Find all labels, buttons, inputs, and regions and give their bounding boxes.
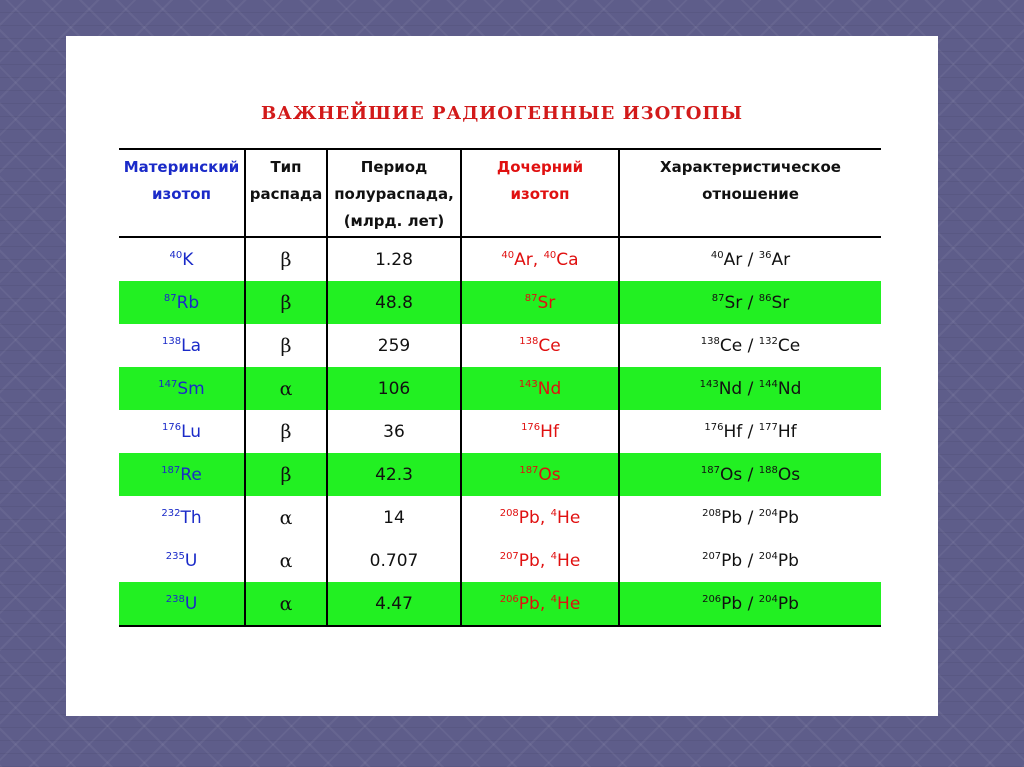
element-symbol: Pb [518,550,540,571]
ratio-cell: $^{176}$Hf / $^{177}$Hf [619,410,881,453]
mass-number: 86 [758,292,772,304]
half-life-value: 0.707 [369,550,419,571]
decay-cell [245,410,327,453]
ratio-numerator [702,508,742,528]
mass-number: 143 [699,378,719,390]
ratio-cell: $^{40}$Ar / $^{36}$Ar [619,237,881,281]
ratio-cell: $^{143}$Nd / $^{144}$Nd [619,367,881,410]
ratio-denominator [759,336,800,356]
daughter-cell [461,324,619,367]
daughter-isotope [519,465,560,485]
element-symbol: Ar [514,249,533,270]
element-symbol: Ce [719,335,743,356]
element-symbol: Lu [181,421,202,442]
ratio-denominator [759,379,802,399]
slide-title: ВАЖНЕЙШИЕ РАДИОГЕННЫЕ ИЗОТОПЫ [260,103,744,124]
daughter-cell [461,453,619,496]
parent-isotope [161,508,201,528]
header-characteristic-ratio [619,149,881,237]
mass-number: 187 [700,464,720,476]
half-life-value: 48.8 [375,292,413,313]
decay-type: α [279,549,293,572]
ratio-denominator [759,250,790,270]
parent-cell [119,324,245,367]
half-life-value: 14 [383,507,405,528]
mass-number: 204 [758,550,778,562]
element-symbol: Hf [723,421,743,442]
mass-number: 138 [700,335,720,347]
daughter-cell: $^{40}$Ar, $^{40}$Ca [461,237,619,281]
element-symbol: Th [180,507,202,528]
parent-isotope [162,336,201,356]
halflife-cell [327,281,461,324]
mass-number: 132 [758,335,778,347]
decay-type: α [279,592,293,615]
header-halflife-line-1: Период [360,158,428,176]
ratio-denominator [759,465,800,485]
decay-cell [245,496,327,539]
mass-number: 176 [521,421,541,433]
mass-number: 147 [158,378,178,390]
mass-number: 40 [169,249,183,261]
parent-cell [119,410,245,453]
parent-isotope [164,293,199,313]
element-symbol: He [557,593,581,614]
daughter-isotope [500,551,540,571]
mass-number: 138 [162,335,182,347]
ratio-numerator [702,551,742,571]
header-ratio-line-2: отношение [702,185,799,203]
parent-cell [119,496,245,539]
decay-type: α [279,377,293,400]
element-symbol: Re [180,464,202,485]
table-row [119,453,881,496]
mass-number: 208 [702,507,722,519]
decay-type: β [280,420,292,443]
header-decay-line-2: распада [249,185,323,203]
ratio-numerator [701,336,742,356]
header-parent-isotope [119,149,245,237]
half-life-value: 259 [377,335,411,356]
header-decay-type [245,149,327,237]
ratio-numerator [711,250,742,270]
mass-number: 176 [704,421,724,433]
element-symbol: Os [538,464,561,485]
table-row [119,410,881,453]
decay-type: β [280,291,292,314]
element-symbol: Ar [771,249,791,270]
header-daughter-isotope [461,149,619,237]
table-row [119,582,881,626]
half-life-value: 1.28 [375,249,413,270]
halflife-cell [327,453,461,496]
header-halflife-line-2: полураспада, [334,185,454,203]
parent-cell [119,539,245,582]
element-symbol: Pb [777,550,799,571]
ratio-cell: $^{87}$Sr / $^{86}$Sr [619,281,881,324]
element-symbol: He [557,507,581,528]
daughter-cell [461,281,619,324]
element-symbol: Sr [724,292,743,313]
daughter-isotope [551,508,581,528]
daughter-cell: $^{206}$Pb, $^4$He [461,582,619,626]
header-parent-line-2: изотоп [152,185,211,203]
mass-number: 4 [550,550,558,562]
mass-number: 232 [161,507,181,519]
daughter-isotope [501,250,532,270]
mass-number: 207 [499,550,519,562]
halflife-cell [327,324,461,367]
header-decay-line-1: Тип [270,158,302,176]
element-symbol: Pb [721,507,743,528]
decay-cell [245,281,327,324]
element-symbol: Rb [176,292,200,313]
element-symbol: Ar [723,249,743,270]
mass-number: 143 [518,378,538,390]
parent-isotope [162,422,201,442]
ratio-cell: $^{187}$Os / $^{188}$Os [619,453,881,496]
element-symbol: Sr [537,292,556,313]
decay-cell [245,582,327,626]
header-row [119,149,881,237]
ratio-cell: $^{208}$Pb / $^{204}$Pb [619,496,881,539]
ratio-cell: $^{206}$Pb / $^{204}$Pb [619,582,881,626]
table-row [119,237,881,281]
header-half-life [327,149,461,237]
mass-number: 40 [543,249,557,261]
table-row [119,539,881,582]
parent-isotope [166,551,198,571]
header-ratio-line-1: Характеристическое [660,158,841,176]
mass-number: 204 [758,593,778,605]
mass-number: 188 [758,464,778,476]
mass-number: 138 [519,335,539,347]
element-symbol: Hf [540,421,559,442]
decay-cell [245,453,327,496]
mass-number: 87 [163,292,177,304]
mass-number: 4 [550,593,558,605]
decay-cell [245,324,327,367]
element-symbol: Pb [777,593,799,614]
parent-isotope [170,250,194,270]
halflife-cell [327,496,461,539]
element-symbol: Pb [721,593,743,614]
halflife-cell [327,367,461,410]
daughter-isotope [519,336,560,356]
element-symbol: Pb [518,593,540,614]
decay-cell [245,539,327,582]
header-halflife-line-3: (млрд. лет) [343,212,445,230]
daughter-isotope [525,293,556,313]
element-symbol: U [184,550,198,571]
table-row [119,496,881,539]
ratio-numerator [704,422,742,442]
half-life-value: 36 [383,421,405,442]
element-symbol: Nd [718,378,743,399]
daughter-cell: $^{207}$Pb, $^4$He [461,539,619,582]
element-symbol: Nd [777,378,802,399]
daughter-isotope [519,379,562,399]
isotope-table [119,148,881,627]
daughter-cell: $^{208}$Pb, $^4$He [461,496,619,539]
daughter-isotope [500,508,540,528]
element-symbol: U [184,593,198,614]
table-row [119,367,881,410]
decay-type: β [280,463,292,486]
ratio-denominator [759,422,797,442]
mass-number: 207 [702,550,722,562]
mass-number: 204 [758,507,778,519]
halflife-cell [327,237,461,281]
halflife-cell [327,410,461,453]
header-daughter-line-1: Дочерний [496,158,584,176]
element-symbol: K [182,249,194,270]
element-symbol: Hf [777,421,797,442]
half-life-value: 42.3 [375,464,413,485]
mass-number: 187 [161,464,181,476]
element-symbol: Pb [721,550,743,571]
mass-number: 208 [499,507,519,519]
element-symbol: La [181,335,201,356]
half-life-value: 4.47 [375,593,413,614]
header-daughter-line-2: изотоп [510,185,570,203]
decay-type: β [280,334,292,357]
mass-number: 177 [758,421,778,433]
mass-number: 4 [550,507,558,519]
daughter-isotope [521,422,559,442]
ratio-numerator [712,293,743,313]
element-symbol: Ce [538,335,561,356]
parent-isotope [158,379,204,399]
mass-number: 187 [519,464,539,476]
element-symbol: He [557,550,581,571]
halflife-cell [327,582,461,626]
mass-number: 40 [710,249,724,261]
element-symbol: Ce [777,335,801,356]
element-symbol: Sr [771,292,790,313]
daughter-isotope [500,594,540,614]
ratio-numerator [702,594,742,614]
mass-number: 176 [161,421,182,433]
element-symbol: Sm [177,378,205,399]
parent-cell [119,281,245,324]
ratio-cell: $^{138}$Ce / $^{132}$Ce [619,324,881,367]
element-symbol: Ca [556,249,579,270]
ratio-numerator [700,379,743,399]
daughter-isotope [544,250,579,270]
mass-number: 40 [501,249,515,261]
parent-cell [119,367,245,410]
table-row [119,281,881,324]
decay-type: α [279,506,293,529]
ratio-denominator [759,293,790,313]
decay-type: β [280,248,292,271]
element-symbol: Pb [777,507,799,528]
ratio-numerator [701,465,742,485]
mass-number: 144 [758,378,778,390]
element-symbol: Os [777,464,801,485]
decay-cell [245,367,327,410]
mass-number: 87 [524,292,538,304]
table-row [119,324,881,367]
ratio-denominator [759,508,799,528]
mass-number: 238 [165,593,185,605]
halflife-cell [327,539,461,582]
ratio-cell: $^{207}$Pb / $^{204}$Pb [619,539,881,582]
header-parent-line-1: Материнский [123,158,240,176]
parent-isotope [161,465,202,485]
mass-number: 206 [499,593,519,605]
ratio-denominator [759,594,799,614]
daughter-isotope [551,594,581,614]
decay-cell [245,237,327,281]
daughter-cell [461,410,619,453]
parent-cell [119,582,245,626]
parent-cell [119,237,245,281]
mass-number: 206 [702,593,722,605]
mass-number: 235 [165,550,185,562]
daughter-isotope [551,551,581,571]
daughter-cell [461,367,619,410]
mass-number: 36 [758,249,772,261]
parent-cell [119,453,245,496]
mass-number: 87 [711,292,725,304]
element-symbol: Pb [518,507,540,528]
half-life-value: 106 [377,378,411,399]
element-symbol: Os [719,464,743,485]
element-symbol: Nd [537,378,562,399]
parent-isotope [166,594,198,614]
ratio-denominator [759,551,799,571]
slide [66,36,938,716]
